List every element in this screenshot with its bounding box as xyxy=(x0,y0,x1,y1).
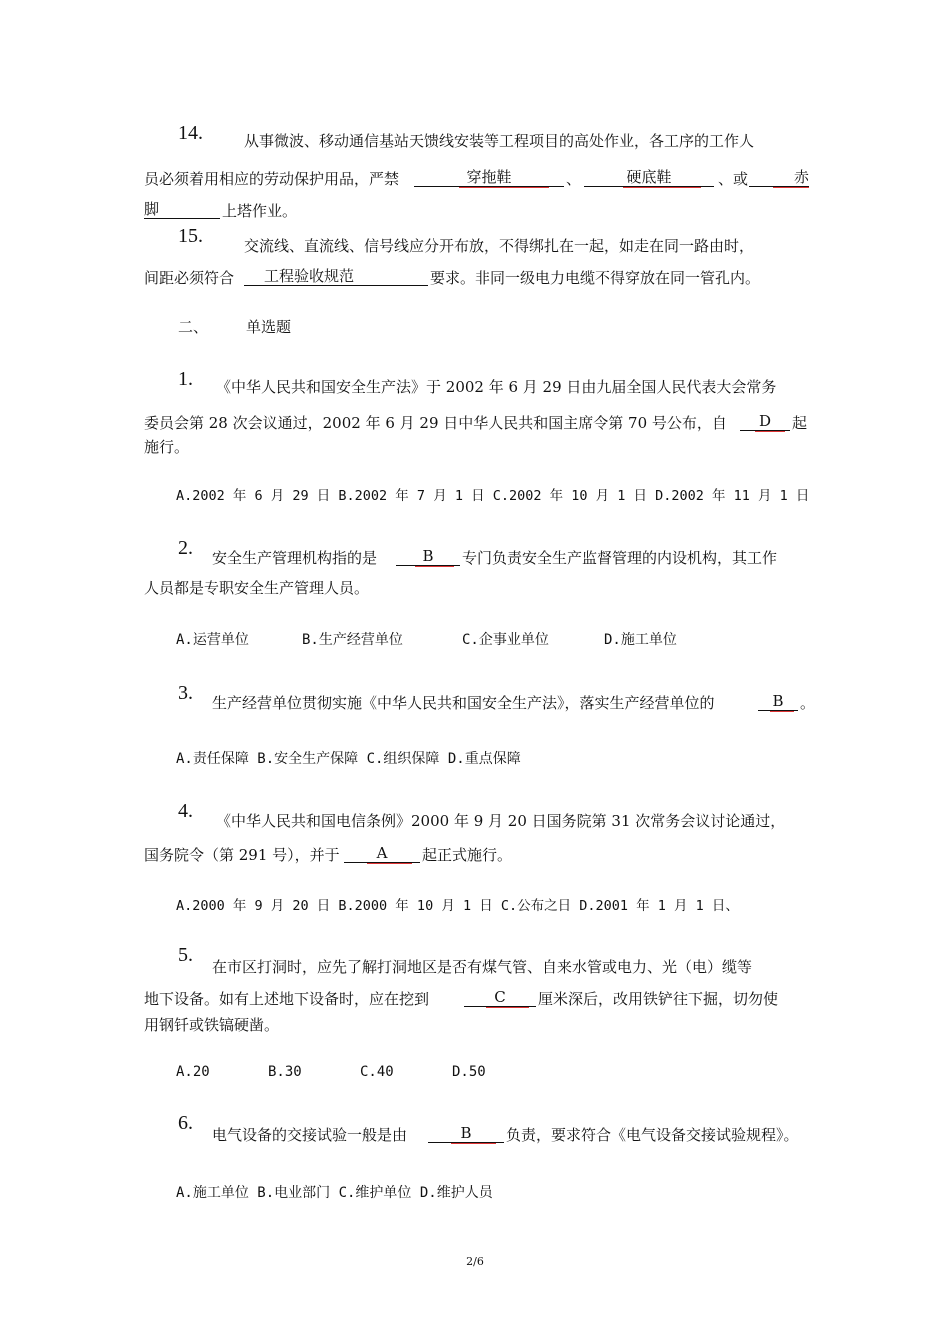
answer-blank xyxy=(749,168,809,187)
single-choice-6 xyxy=(144,1112,809,1201)
answer-text: 穿拖鞋 xyxy=(466,168,512,186)
section-title: 单选题 xyxy=(246,318,292,336)
question-text: 在市区打洞时，应先了解打洞地区是否有煤气管、自来水管或电力、光（电）缆等 xyxy=(212,958,753,976)
option-c: C.企事业单位 xyxy=(462,632,549,648)
answer-text: 硬底鞋 xyxy=(626,168,672,186)
option-b: B.30 xyxy=(268,1064,302,1080)
question-number: 15. xyxy=(178,225,203,247)
question-number: 3. xyxy=(178,682,193,704)
question-text: 地下设备。如有上述地下设备时，应在挖到 xyxy=(144,990,430,1008)
question-15 xyxy=(144,225,809,297)
question-text: 。 xyxy=(800,694,816,712)
answer-blank xyxy=(396,547,460,566)
question-text: 要求。非同一级电力电缆不得穿放在同一管孔内。 xyxy=(430,269,761,287)
question-text: 负责，要求符合《电气设备交接试验规程》。 xyxy=(506,1126,799,1144)
answer-text: D xyxy=(758,412,772,430)
answer-options: A.2002 年 6 月 29 日 B.2002 年 7 月 1 日 C.2002 年 10 月 1 日 D.2002 年 11 月 1 日 xyxy=(176,488,810,504)
answer-blank xyxy=(584,168,714,187)
question-text: 员必须着用相应的劳动保护用品，严禁 xyxy=(144,170,400,188)
answer-text: B xyxy=(422,547,434,565)
question-text: 厘米深后，改用铁铲往下掘，切勿使 xyxy=(538,990,779,1008)
question-number: 2. xyxy=(178,537,193,559)
answer-text: B xyxy=(460,1124,472,1142)
section-number: 二、 xyxy=(178,318,209,336)
separator-text: 、或 xyxy=(718,170,749,188)
question-14 xyxy=(144,122,809,230)
single-choice-2 xyxy=(144,537,809,648)
question-text: 用钢钎或铁镐硬凿。 xyxy=(144,1016,280,1034)
single-choice-3 xyxy=(144,682,816,767)
option-d: D.施工单位 xyxy=(604,632,677,648)
question-text: 安全生产管理机构指的是 xyxy=(212,549,378,567)
option-b: B.生产经营单位 xyxy=(302,632,403,648)
question-text: 起 xyxy=(792,414,808,432)
question-number: 4. xyxy=(178,800,193,822)
answer-blank xyxy=(144,200,220,219)
question-text: 生产经营单位贯彻实施《中华人民共和国安全生产法》，落实生产经营单位的 xyxy=(212,694,715,712)
answer-blank xyxy=(428,1124,504,1143)
question-text: 电气设备的交接试验一般是由 xyxy=(212,1126,408,1144)
separator-text: 、 xyxy=(566,170,582,188)
question-text: 《中华人民共和国安全生产法》于 2002 年 6 月 29 日由九届全国人民代表大会常务 xyxy=(216,378,777,396)
question-text: 专门负责安全生产监督管理的内设机构，其工作 xyxy=(462,549,778,567)
option-d: D.50 xyxy=(452,1064,486,1080)
option-c: C.40 xyxy=(360,1064,394,1080)
question-number: 14. xyxy=(178,122,203,144)
question-number: 5. xyxy=(178,944,193,966)
single-choice-4 xyxy=(144,800,809,914)
answer-blank xyxy=(464,988,536,1007)
question-number: 6. xyxy=(178,1112,193,1134)
question-text: 《中华人民共和国电信条例》2000 年 9 月 20 日国务院第 31 次常务会议讨论通过， xyxy=(216,812,786,830)
answer-text: A xyxy=(376,844,388,862)
answer-text: C xyxy=(494,988,506,1006)
answer-options: A.责任保障 B.安全生产保障 C.组织保障 D.重点保障 xyxy=(176,751,521,767)
answer-text: 工程验收规范 xyxy=(264,267,355,285)
answer-options: A.施工单位 B.电业部门 C.维护单位 D.维护人员 xyxy=(176,1185,493,1201)
question-text: 从事微波、移动通信基站天馈线安装等工程项目的高处作业，各工序的工作人 xyxy=(244,132,755,150)
option-a: A.20 xyxy=(176,1064,210,1080)
question-text: 间距必须符合 xyxy=(144,269,235,287)
option-a: A.运营单位 xyxy=(176,632,249,648)
question-number: 1. xyxy=(178,368,193,390)
answer-blank xyxy=(414,168,564,187)
question-text: 上塔作业。 xyxy=(222,202,298,220)
single-choice-5 xyxy=(144,944,809,1080)
question-text: 交流线、直流线、信号线应分开布放，不得绑扎在一起，如走在同一路由时， xyxy=(244,237,755,255)
question-text: 起正式施行。 xyxy=(422,846,513,864)
question-text: 国务院令（第 291 号），并于 xyxy=(144,846,340,864)
answer-options: A.2000 年 9 月 20 日 B.2000 年 10 月 1 日 C.公布之日 D.2001 年 1 月 1 日、 xyxy=(176,898,739,914)
answer-blank xyxy=(244,267,428,286)
answer-text: B xyxy=(772,692,784,710)
answer-blank xyxy=(740,412,790,431)
page-number: 2/6 xyxy=(466,1255,484,1268)
question-text: 施行。 xyxy=(144,438,190,456)
question-text: 委员会第 28 次会议通过，2002 年 6 月 29 日中华人民共和国主席令第 70 号公布，自 xyxy=(144,414,727,432)
section-heading xyxy=(144,316,809,346)
question-text: 人员都是专职安全生产管理人员。 xyxy=(144,579,370,597)
answer-blank xyxy=(758,692,798,711)
answer-text: 赤 xyxy=(793,168,809,186)
answer-text: 脚 xyxy=(144,200,160,218)
single-choice-1 xyxy=(144,368,810,504)
answer-blank xyxy=(344,844,420,863)
